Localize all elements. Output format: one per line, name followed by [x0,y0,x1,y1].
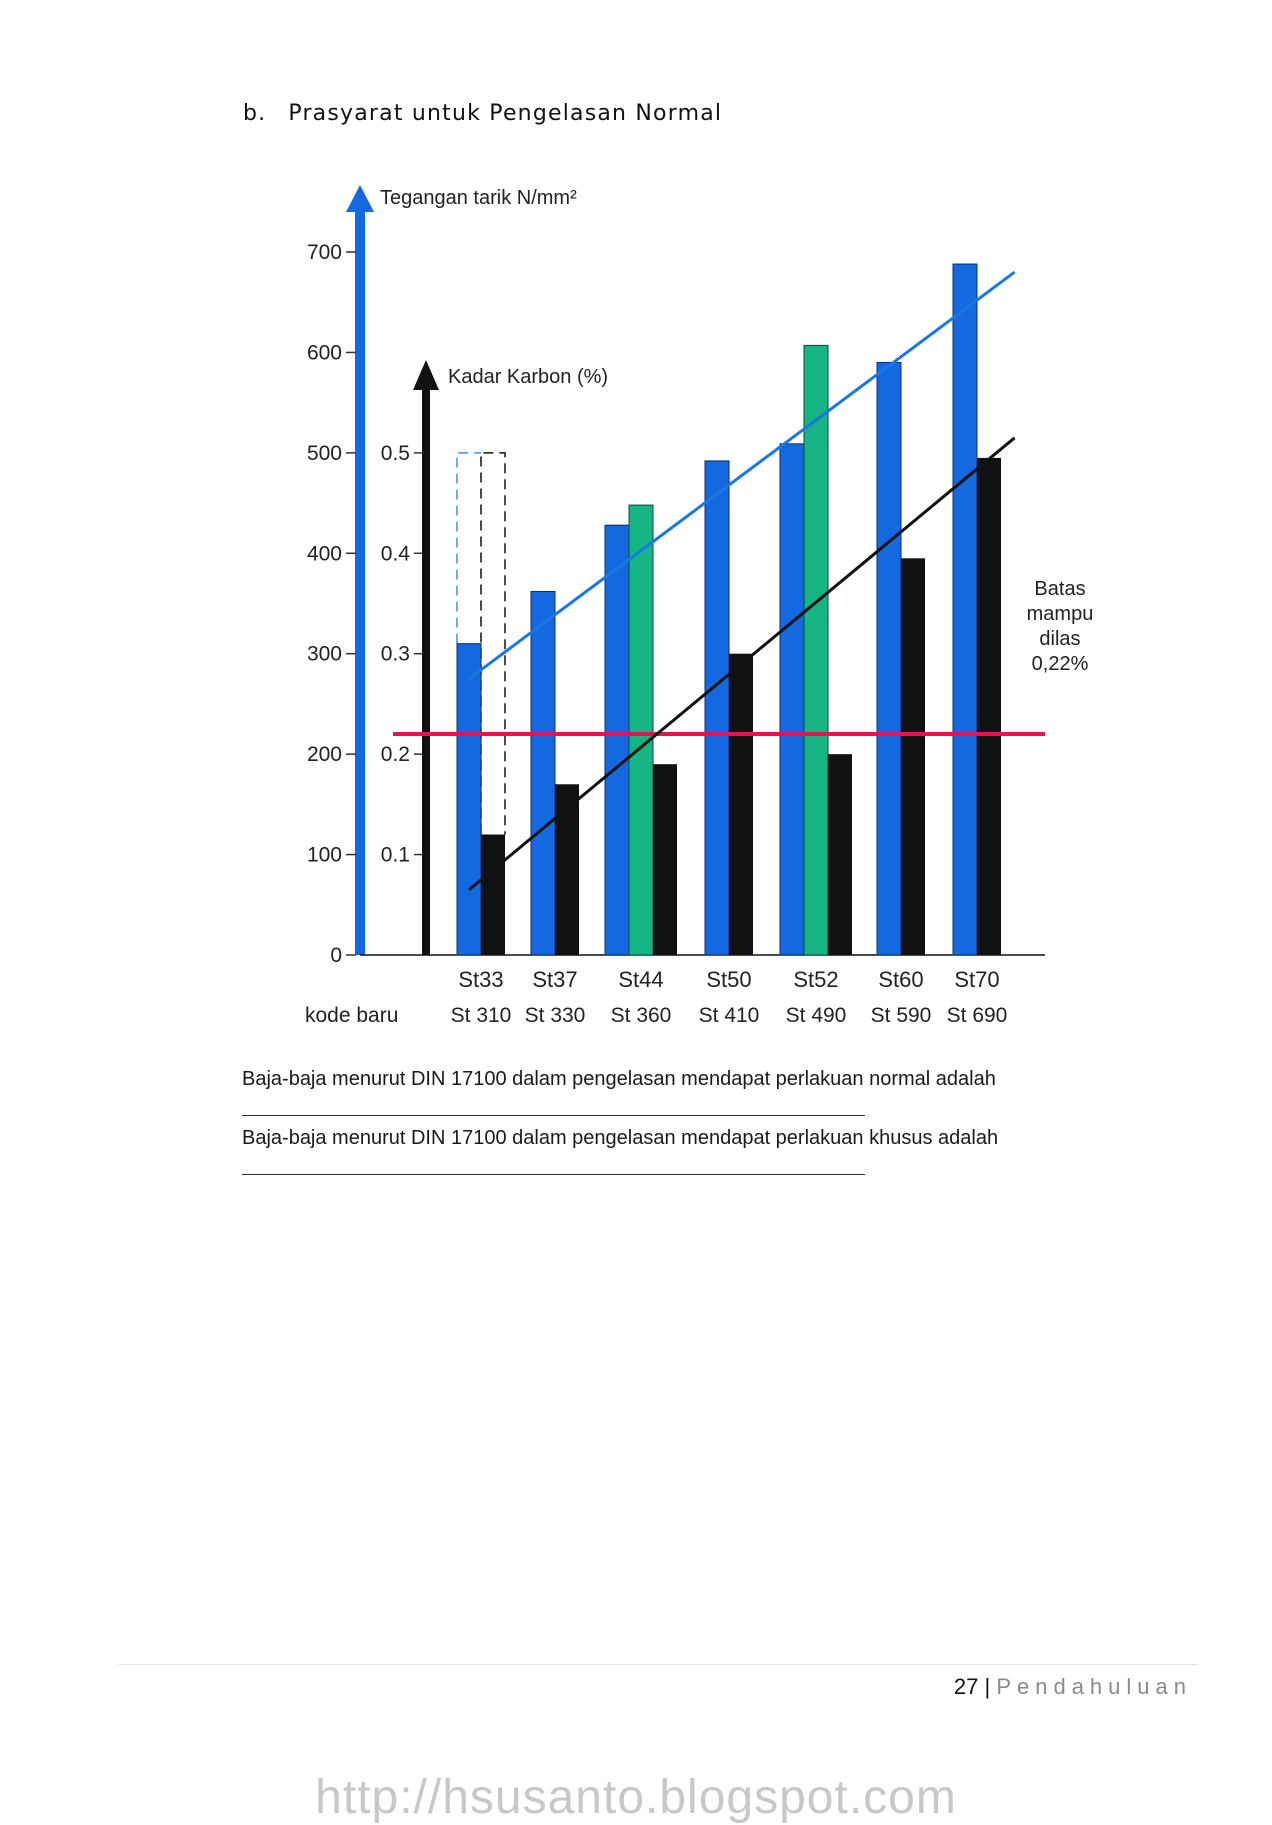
left-tick-label: 500 [306,441,342,465]
bar-tensile-alt [804,345,828,955]
new-code-label: St 410 [698,1004,760,1027]
bar-tensile [605,525,629,955]
left-tick-label: 0 [330,944,342,967]
limit-label-line: dilas [1039,628,1081,650]
question-normal: Baja-baja menurut DIN 17100 dalam pengelasan mendapat perlakuan normal adalah [242,1068,996,1090]
category-label: St33 [458,967,504,992]
footer-divider [118,1664,1198,1665]
bar-carbon [901,558,925,955]
bar-tensile [780,444,804,955]
right-tick-label: 0.2 [380,743,410,767]
limit-label-line: Batas [1034,578,1086,600]
category-label: St60 [878,967,924,992]
page-footer [954,1674,1192,1700]
bar-carbon [653,764,677,955]
bar-carbon [481,834,505,955]
new-code-label: St 690 [946,1004,1008,1027]
new-code-label: St 360 [610,1004,672,1027]
left-tick-label: 600 [306,341,342,365]
new-code-label: St 590 [870,1004,932,1027]
footer-separator: | [984,1674,991,1699]
bar-tensile [877,362,901,955]
bar-tensile [705,461,729,955]
category-label: St44 [618,967,664,992]
category-label: St37 [532,967,578,992]
category-label: St52 [793,967,839,992]
bar-tensile [457,644,481,955]
new-code-label: St 490 [785,1004,847,1027]
limit-label-line: mampu [1026,603,1094,625]
left-axis-arrow-icon [346,185,374,212]
left-tick-label: 200 [306,743,342,767]
answer-line-special[interactable] [242,1174,865,1175]
left-tick-label: 700 [306,241,342,264]
bar-tensile [953,264,977,955]
left-tick-label: 400 [306,542,342,566]
tensile-trend-line [469,272,1015,679]
right-tick-label: 0.4 [380,542,410,566]
category-label: St70 [954,967,1000,992]
dashed-tensile-outline [457,453,481,644]
bar-tensile-alt [629,505,653,955]
limit-label-line: 0,22% [1031,653,1089,675]
footer-section: Pendahuluan [996,1674,1192,1699]
right-tick-label: 0.1 [380,843,410,867]
bar-carbon [828,754,852,955]
bar-carbon [729,654,753,955]
category-label: St50 [706,967,752,992]
right-tick-label: 0.5 [380,441,410,465]
heading-label: b. [243,101,267,126]
new-code-label: St 310 [450,1004,512,1027]
dashed-carbon-outline [481,453,505,835]
bar-carbon [977,458,1001,955]
heading-text: Prasyarat untuk Pengelasan Normal [288,101,723,126]
left-tick-label: 100 [306,843,342,867]
left-axis-label: Tegangan tarik N/mm² [380,187,577,209]
watermark-url: http://hsusanto.blogspot.com [315,1771,957,1824]
right-axis-arrow-icon [413,360,439,390]
right-axis-label: Kadar Karbon (%) [448,366,609,388]
new-code-label: St 330 [524,1004,586,1027]
bar-tensile [531,591,555,955]
left-tick-label: 300 [306,642,342,666]
new-code-axis-label: kode baru [305,1004,399,1027]
question-special: Baja-baja menurut DIN 17100 dalam pengelasan mendapat perlakuan khusus adalah [242,1127,999,1149]
answer-line-normal[interactable] [242,1115,865,1116]
right-tick-label: 0.3 [380,642,410,666]
page-number: 27 [953,1674,979,1699]
